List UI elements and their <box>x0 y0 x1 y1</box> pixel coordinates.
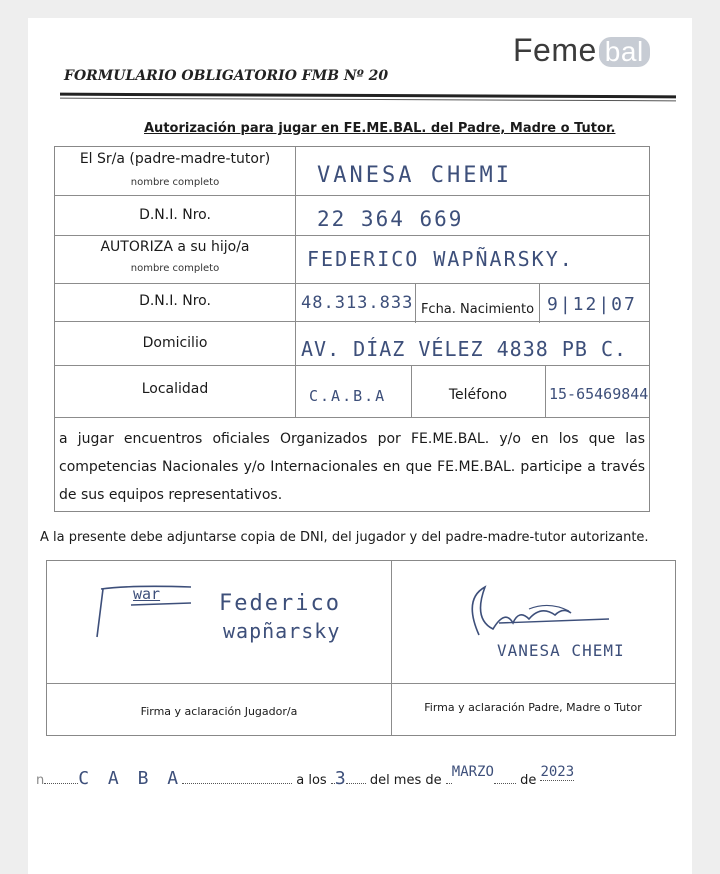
place-value: C A B A <box>78 768 183 789</box>
form-title: FORMULARIO OBLIGATORIO FMB Nº 20 <box>64 68 389 84</box>
dni-value-tutor: 22 364 669 <box>317 207 464 231</box>
tutor-sublabel: nombre completo <box>130 177 220 188</box>
month-value: MARZO <box>451 764 494 780</box>
city-value: C.A.B.A <box>309 387 387 405</box>
birth-value: 9|12|07 <box>547 294 637 315</box>
dni-value-child: 48.313.833 <box>301 293 414 313</box>
birth-label: Fcha. Nacimiento <box>420 302 535 317</box>
date-place-line: n C A B A a los 3 del mes de MARZO de 2023 <box>36 764 575 789</box>
tutor-signature-caption: Firma y aclaración Padre, Madre o Tutor <box>424 701 642 714</box>
tutor-signature-mark <box>459 579 619 649</box>
player-signature-caption: Firma y aclaración Jugador/a <box>140 705 298 718</box>
authorization-table <box>54 146 650 512</box>
phone-label: Teléfono <box>448 387 508 403</box>
city-label: Localidad <box>141 381 209 397</box>
authorizes-label: AUTORIZA a su hijo/a <box>100 239 250 255</box>
femebal-logo: Feme bal <box>513 32 650 69</box>
attachment-note: A la presente debe adjuntarse copia de DNI, del jugador y del padre-madre-tutor autorizante. <box>40 530 649 545</box>
phone-value: 15-65469844 <box>549 385 649 403</box>
tutor-label: El Sr/a (padre-madre-tutor) <box>79 151 271 167</box>
player-signature-text: war <box>133 585 161 603</box>
dni-label-tutor: D.N.I. Nro. <box>139 207 211 223</box>
form-subtitle: Autorización para jugar en FE.ME.BAL. del Padre, Madre o Tutor. <box>144 121 616 136</box>
child-name-value: FEDERICO WAPÑARSKY. <box>307 247 574 271</box>
player-name-line2: wapñarsky <box>223 619 341 643</box>
tutor-name-value: VANESA CHEMI <box>317 163 512 188</box>
address-label: Domicilio <box>142 335 208 351</box>
day-value: 3 <box>334 768 346 789</box>
signature-box <box>46 560 676 736</box>
child-sublabel: nombre completo <box>130 263 220 274</box>
player-name-line1: Federico <box>219 591 341 616</box>
address-value: AV. DÍAZ VÉLEZ 4838 PB C. <box>301 337 628 361</box>
tutor-signature-name: VANESA CHEMI <box>497 641 625 660</box>
year-value: 2023 <box>540 764 575 780</box>
dni-label-child: D.N.I. Nro. <box>139 293 211 309</box>
authorization-paragraph: a jugar encuentros oficiales Organizados por FE.ME.BAL. y/o en los que las competencias Nacionales y/o Internacionales en que FE.ME.BAL. participe a través de sus equipos representativos. <box>59 431 645 503</box>
